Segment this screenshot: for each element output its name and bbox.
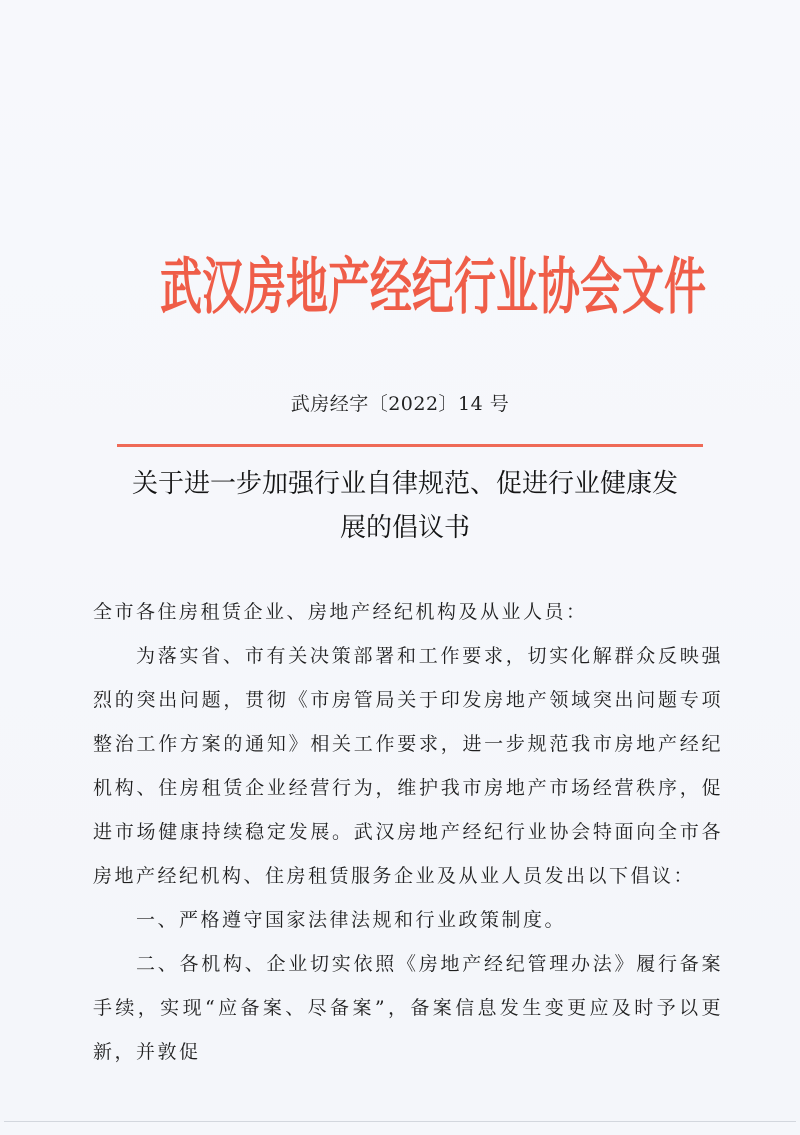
paragraph-item-1: 一、严格遵守国家法律法规和行业政策制度。 <box>136 909 567 931</box>
paragraph-item-2: 二、各机构、企业切实依照《房地产经纪管理办法》履行备案手续，实现“应备案、尽备案”，备案信息发生变更应及时予以更新，并敦促 <box>93 953 723 1063</box>
document-title-line-1: 关于进一步加强行业自律规范、促进行业健康发 <box>131 469 678 499</box>
document-title-line-2: 展的倡议书 <box>339 513 470 543</box>
org-red-header: 武汉房地产经纪行业协会文件 <box>160 250 707 322</box>
page-bottom-edge <box>4 1121 796 1122</box>
document-number: 武房经字〔2022〕14 号 <box>290 393 510 415</box>
red-divider-line <box>117 444 703 447</box>
document-body <box>93 590 723 1074</box>
salutation: 全市各住房租赁企业、房地产经纪机构及从业人员： <box>93 601 588 623</box>
paragraph-intro: 为落实省、市有关决策部署和工作要求，切实化解群众反映强烈的突出问题，贯彻《市房管局关于印发房地产领域突出问题专项整治工作方案的通知》相关工作要求，进一步规范我市房地产经纪机构、住房租赁企业经营行为，维护我市房地产市场经营秩序，促进市场健康持续稳定发展。武汉房地产经纪行业协会特面向全市各房地产经纪机构、住房租赁服务企业及从业人员发出以下倡议： <box>93 645 723 887</box>
document-title <box>80 462 730 550</box>
